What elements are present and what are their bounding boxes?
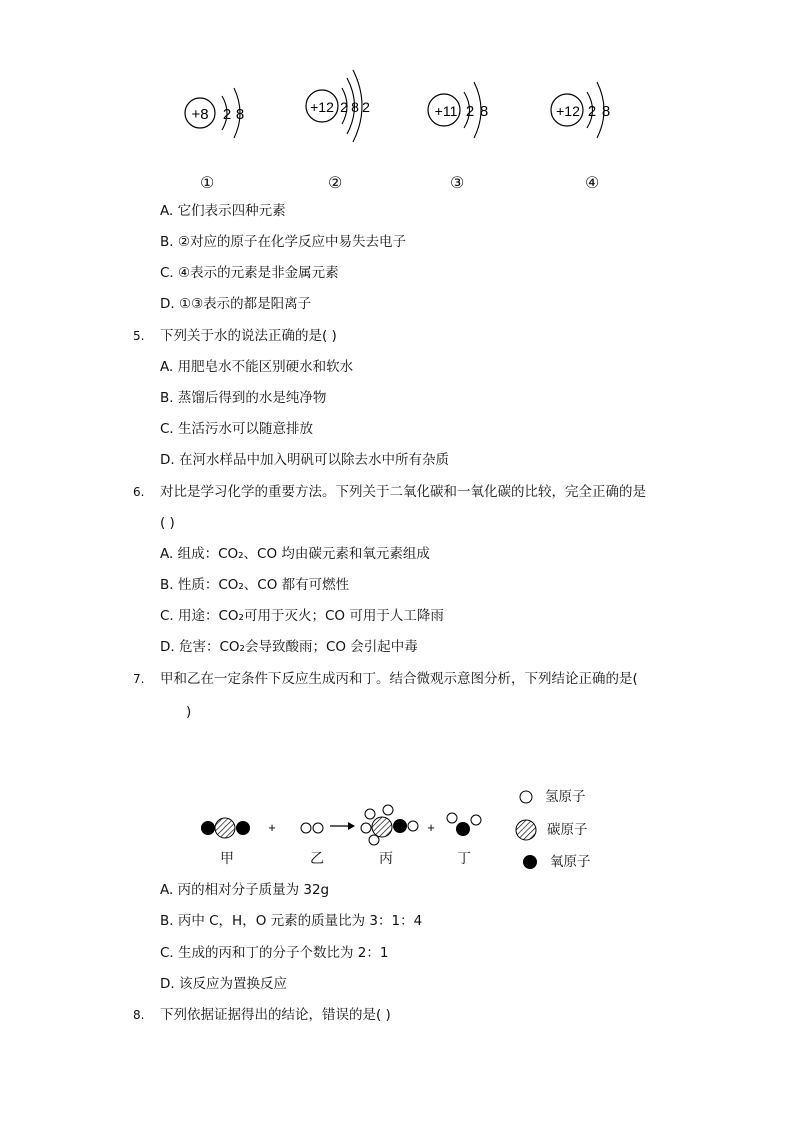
- atom-structure-diagrams: [0, 0, 794, 200]
- question-stem-continued: ( ): [160, 515, 175, 531]
- q4-option-b[interactable]: B. ②对应的原子在化学反应中易失去电子: [160, 234, 406, 250]
- hydrogen-atom: [365, 809, 375, 819]
- shell-electrons: 2: [587, 103, 597, 120]
- shell-electrons: 2: [222, 106, 232, 123]
- q7-option-c[interactable]: C. 生成的丙和丁的分子个数比为 2：1: [160, 945, 389, 961]
- molecule-label-ding: 丁: [457, 851, 471, 867]
- hydrogen-atom: [361, 823, 371, 833]
- oxygen-atom: [236, 821, 250, 835]
- atom-diagram-2: [306, 70, 370, 142]
- legend-carbon-label: 碳原子: [547, 822, 588, 838]
- carbon-legend-icon: [516, 820, 536, 840]
- molecule-label-bing: 丙: [379, 851, 393, 867]
- shell-electrons: 2: [465, 103, 475, 120]
- question-stem-continued: ): [186, 704, 192, 720]
- nucleus-charge: +11: [434, 103, 458, 119]
- plus-sign: +: [268, 820, 276, 835]
- molecule-label-jia: 甲: [220, 851, 234, 867]
- oxygen-atom: [456, 822, 470, 836]
- question-stem: 下列依据证据得出的结论，错误的是( ): [160, 1007, 391, 1023]
- molecule-yi: [301, 823, 323, 833]
- diagram-label-1: ①: [200, 173, 215, 192]
- hydrogen-atom: [408, 821, 418, 831]
- q4-option-c[interactable]: C. ④表示的元素是非金属元素: [160, 265, 339, 281]
- question-number: 5.: [133, 329, 145, 343]
- diagram-label-3: ③: [450, 173, 465, 192]
- q4-option-d[interactable]: D. ①③表示的都是阳离子: [160, 296, 312, 312]
- shell-electrons: 8: [235, 106, 245, 123]
- legend: [516, 791, 537, 869]
- q7-option-d[interactable]: D. 该反应为置换反应: [160, 976, 287, 992]
- nucleus-charge: +8: [191, 106, 209, 123]
- diagram-label-2: ②: [328, 173, 343, 192]
- atom-diagram-1: [185, 88, 244, 138]
- reaction-arrow: [330, 822, 355, 830]
- molecule-jia: [201, 818, 250, 838]
- hydrogen-atom: [471, 815, 481, 825]
- question-stem: 下列关于水的说法正确的是( ): [160, 328, 337, 344]
- hydrogen-legend-icon: [520, 791, 532, 803]
- question-number: 7.: [133, 672, 145, 686]
- q6-option-b[interactable]: B. 性质：CO₂、CO 都有可燃性: [160, 577, 350, 593]
- q5-option-b[interactable]: B. 蒸馏后得到的水是纯净物: [160, 390, 327, 406]
- molecule-label-yi: 乙: [310, 851, 324, 867]
- atom-diagram-4: [551, 82, 610, 138]
- carbon-atom: [372, 817, 392, 837]
- q5-option-a[interactable]: A. 用肥皂水不能区别硬水和软水: [160, 359, 354, 375]
- question-stem: 对比是学习化学的重要方法。下列关于二氧化碳和一氧化碳的比较，完全正确的是: [160, 484, 646, 500]
- hydrogen-atom: [301, 823, 311, 833]
- atom-diagram-3: [428, 82, 488, 138]
- diagram-label-4: ④: [585, 173, 600, 192]
- q7-option-a[interactable]: A. 丙的相对分子质量为 32g: [160, 882, 330, 898]
- legend-oxygen-label: 氧原子: [550, 854, 591, 870]
- shell-electrons: 8: [601, 103, 611, 120]
- plus-sign: +: [427, 820, 435, 835]
- question-number: 8.: [133, 1008, 145, 1022]
- shell-electrons: 8: [351, 99, 359, 115]
- carbon-atom: [215, 818, 235, 838]
- nucleus-charge: +12: [556, 103, 580, 119]
- oxygen-atom: [201, 821, 215, 835]
- reaction-diagram: [0, 780, 794, 880]
- hydrogen-atom: [313, 823, 323, 833]
- hydrogen-atom: [447, 813, 457, 823]
- q6-option-c[interactable]: C. 用途：CO₂可用于灭火；CO 可用于人工降雨: [160, 608, 444, 624]
- question-stem: 甲和乙在一定条件下反应生成丙和丁。结合微观示意图分析，下列结论正确的是(: [160, 671, 638, 687]
- oxygen-legend-icon: [523, 855, 537, 869]
- legend-hydrogen-label: 氢原子: [545, 789, 586, 805]
- q5-option-d[interactable]: D. 在河水样品中加入明矾可以除去水中所有杂质: [160, 452, 449, 468]
- q6-option-d[interactable]: D. 危害：CO₂会导致酸雨；CO 会引起中毒: [160, 639, 418, 655]
- q4-option-a[interactable]: A. 它们表示四种元素: [160, 203, 286, 219]
- shell-electrons: 2: [340, 99, 348, 115]
- shell-electrons: 8: [479, 103, 489, 120]
- question-number: 6.: [133, 485, 145, 499]
- molecule-bing: [361, 805, 418, 845]
- shell-electrons: 2: [362, 99, 370, 115]
- nucleus-charge: +12: [310, 99, 334, 115]
- molecule-ding: [447, 813, 481, 836]
- q7-option-b[interactable]: B. 丙中 C，H，O 元素的质量比为 3：1：4: [160, 913, 423, 929]
- q6-option-a[interactable]: A. 组成：CO₂、CO 均由碳元素和氧元素组成: [160, 546, 430, 562]
- hydrogen-atom: [369, 835, 379, 845]
- oxygen-atom: [393, 819, 407, 833]
- hydrogen-atom: [383, 805, 393, 815]
- q5-option-c[interactable]: C. 生活污水可以随意排放: [160, 421, 314, 437]
